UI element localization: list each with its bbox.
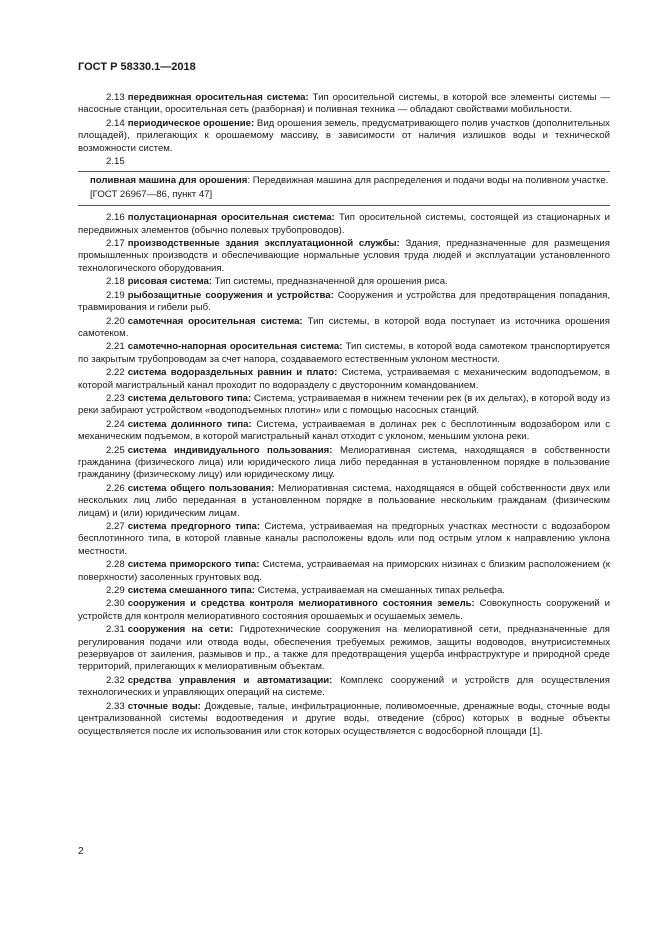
- term-title: передвижная оросительная система:: [127, 92, 309, 103]
- term-title: самотечно-напорная оросительная система:: [127, 341, 343, 353]
- term-number: 2.18: [106, 276, 125, 288]
- term-title: система индивидуального пользования:: [127, 444, 333, 456]
- term-title: сточные воды:: [127, 700, 201, 712]
- term-number: 2.33: [106, 700, 125, 712]
- term-number: 2.19: [106, 289, 125, 301]
- term-definition: Система, устраиваемая в нижнем течении рек (в их дельтах), в которой воду из реки забирают устройством «водоподъемных плотин» или с помощью насосных станций.: [78, 392, 610, 417]
- term-entry: [78, 118, 610, 155]
- term-definition: Мелиоративная система, находящаяся в собственности гражданина (физического лица) или юридического лица либо переданная в установленном порядке в пользование гражданину (физическому лицу) или юридическому лицу.: [78, 444, 611, 481]
- term-definition: Тип оросительной системы, состоящей из стационарных и передвижных элементов (обычно полевых трубопроводов).: [78, 212, 610, 236]
- term-definition: Здания, предназначенные для размещения промышленных производств и обеспечивающие нормальные условия труда людей и эксплуатации установленного технологического оборудования.: [78, 238, 610, 274]
- term-entry: [78, 483, 610, 520]
- term-entry: [78, 675, 610, 700]
- term-entry: [78, 585, 610, 597]
- term-title: средства управления и автоматизации:: [127, 674, 333, 686]
- term-definition: Сооружения и устройства для предотвращения попадания, травмирования и гибели рыб.: [78, 289, 610, 314]
- terms-list-after-box: [78, 212, 610, 738]
- term-title: периодическое орошение:: [127, 117, 255, 129]
- term-title: производственные здания эксплуатационной службы:: [127, 238, 400, 250]
- term-number: 2.28: [106, 559, 125, 571]
- term-entry: [78, 341, 610, 366]
- term-title: система смешанного типа:: [127, 585, 256, 597]
- term-entry: [78, 521, 610, 558]
- term-entry: [78, 92, 610, 117]
- boxed-term-title: поливная машина для орошения: [90, 175, 248, 187]
- term-entry: [78, 290, 610, 315]
- term-definition: Гидротехнические сооружения на мелиоративной сети, предназначенные для регулирования подачи или отвода воды, обеспечения требуемых режимов, защиты водоводов, внутрисистемных резервуаров от заиления, размывов и пр., а также для предотвращения ущерба инфраструктуре и природной среде территорий, прилегающих к мелиоративным объектам.: [78, 624, 610, 673]
- term-entry: [78, 701, 610, 738]
- term-entry: [78, 419, 610, 444]
- term-number: 2.17: [106, 238, 125, 250]
- term-number: 2.16: [106, 212, 125, 224]
- term-definition: Мелиоративная система, находящаяся в общей собственности двух или нескольких лиц либо переданная в установленном порядке в пользование нескольким гражданам (физическим лицам) и (или) юридическим лицам.: [78, 482, 610, 519]
- term-number: 2.24: [106, 418, 125, 430]
- term-number: 2.30: [106, 598, 125, 610]
- term-definition: Система, устраиваемая на приморских низинах с близким расположением (к поверхности) засоленных грунтовых вод.: [78, 559, 610, 583]
- term-number: 2.13: [106, 92, 125, 103]
- term-title: сооружения на сети:: [127, 624, 234, 636]
- term-definition: Система, устраиваемая в долинах рек с бесплотинным водозабором или с механическим подъемом, в которой магистральный канал отходит с уклоном, меньшим уклона реки.: [78, 418, 610, 443]
- term-entry: [78, 212, 610, 237]
- term-definition: Система, устраиваемая на предгорных участках местности с водозабором бесплотинного типа, в которой главные каналы расположены вдоль или под острым углом к направлению уклона местности.: [78, 521, 610, 557]
- term-title: рисовая система:: [127, 276, 212, 288]
- term-definition: Тип системы, предназначенной для орошения риса.: [214, 276, 448, 288]
- term-definition: Тип системы, в которой вода поступает из источника орошения самотеком.: [78, 315, 610, 339]
- term-number: 2.32: [106, 674, 125, 686]
- document-header: ГОСТ Р 58330.1—2018: [78, 61, 196, 73]
- term-entry: [78, 238, 610, 275]
- term-number: 2.29: [106, 585, 125, 597]
- term-definition: Система, устраиваемая на смешанных типах рельефа.: [257, 585, 505, 597]
- term-entry: [78, 316, 610, 341]
- term-title: система приморского типа:: [127, 559, 260, 571]
- term-sep: [332, 675, 340, 686]
- term-definition: Тип оросительной системы, в которой все элементы системы — насосные станции, оросительная сеть (разборная) и поливная техника — обладают свойствами мобильности.: [78, 92, 610, 116]
- term-title: самотечная оросительная система:: [127, 315, 303, 327]
- term-number: 2.26: [106, 482, 125, 494]
- term-title: полустационарная оросительная система:: [127, 212, 335, 224]
- term-number: 2.14: [106, 117, 125, 129]
- term-number: 2.25: [106, 444, 125, 456]
- term-title: система дельтового типа:: [127, 392, 252, 404]
- term-number: 2.21: [106, 341, 125, 353]
- term-entry: [78, 624, 610, 674]
- term-title: сооружения и средства контроля мелиоративного состояния земель:: [127, 598, 475, 610]
- term-title: система общего пользования:: [127, 482, 275, 494]
- term-definition: Вид орошения земель, предусматривающего полив участков (дополнительных площадей), прилегающих к орошаемому массиву, в зависимости от наличия излишков воды и технической возможности систем.: [78, 117, 610, 154]
- term-definition: Система, устраиваемая с механическим водоподъемом, в которой магистральный канал проходит по водоразделу с двусторонним командованием.: [78, 367, 610, 391]
- term-entry: [78, 559, 610, 584]
- term-title: система водораздельных равнин и плато:: [127, 367, 338, 379]
- term-number: 2.20: [106, 315, 125, 327]
- term-number: 2.22: [106, 367, 125, 379]
- page-number: 2: [78, 846, 84, 857]
- term-number: 2.31: [106, 624, 125, 636]
- boxed-term-definition: [90, 175, 610, 187]
- terms-list-before-box: [78, 92, 610, 155]
- term-number: 2.23: [106, 392, 125, 404]
- terms-content: [78, 92, 610, 739]
- term-entry: [78, 598, 610, 623]
- term-number: 2.27: [106, 521, 125, 532]
- boxed-term-number: 2.15: [106, 156, 125, 168]
- term-definition: Тип системы, в которой вода самотеком транспортируется по закрытым трубопроводам за счет напора, создаваемого естественным уклоном местности.: [78, 341, 611, 365]
- term-title: система долинного типа:: [127, 418, 252, 430]
- term-definition: Совокупность сооружений и устройств для контроля мелиоративного состояния орошаемых и осушаемых земель.: [78, 598, 611, 622]
- term-entry: [78, 445, 610, 482]
- term-entry: [78, 393, 610, 418]
- term-sep: [332, 445, 340, 456]
- boxed-term-text: : Передвижная машина для распределения и подачи воды на поливном участке.: [247, 175, 609, 187]
- term-entry: [78, 276, 610, 288]
- term-definition: Дождевые, талые, инфильтрационные, поливомоечные, дренажные воды, сточные воды централизованной системы водоотведения и другие воды, отведение (сброс) которых в водные объекты осуществляется после их использования или сток которых осуществляется с водосборной площади [1].: [78, 700, 610, 737]
- boxed-term-reference: [ГОСТ 26967—86, пункт 47]: [90, 188, 213, 200]
- term-definition: Комплекс сооружений и устройств для осуществления технологических и управляющих операций на системе.: [78, 674, 610, 699]
- term-title: система предгорного типа:: [127, 521, 261, 532]
- term-title: рыбозащитные сооружения и устройства:: [127, 289, 334, 301]
- boxed-term-frame: [78, 171, 610, 206]
- term-entry: [78, 367, 610, 392]
